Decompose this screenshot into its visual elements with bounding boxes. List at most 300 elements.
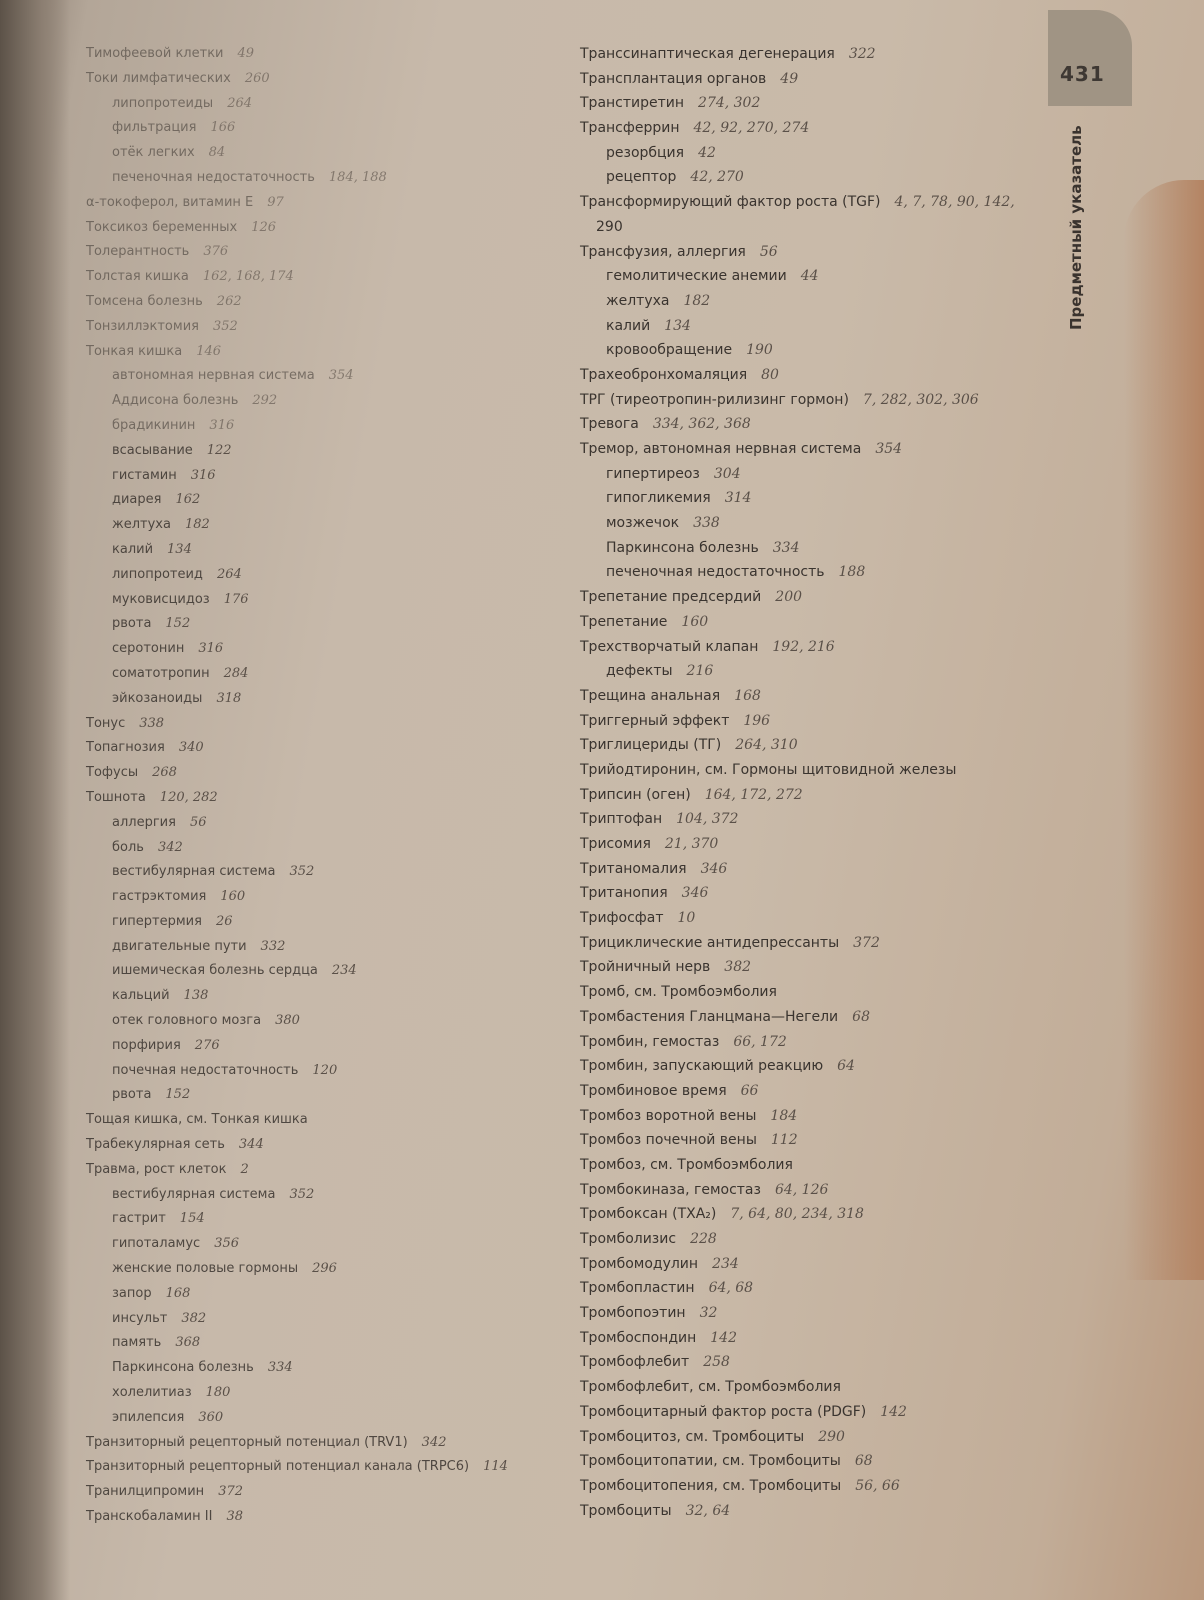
index-term: Тромбопластин [580,1280,695,1297]
index-page-refs: 382 [724,959,752,976]
index-term: кровообращение [606,342,733,359]
index-entry [86,1257,556,1282]
index-page-refs: 49 [780,70,799,87]
index-page-refs: 162 [175,492,201,508]
index-page-refs: 64 [837,1058,855,1075]
index-entry [580,881,1050,906]
index-entry [580,1400,1050,1425]
index-term: калий [606,317,651,334]
index-entry [580,314,1050,339]
index-entry [86,340,556,365]
index-page-refs: 340 [178,740,204,756]
index-term: Паркинсона болезнь [606,539,759,556]
index-page-refs: 42 [698,144,716,161]
index-term: Транзиторный рецепторный потенциал канала (TRPC6) [86,1459,470,1475]
index-term: Тромбоксан (TXA₂) [580,1206,717,1223]
index-term: Трепетание предсердий [580,589,762,606]
index-term: Трифосфат [580,910,664,927]
index-entry [580,857,1050,882]
index-term: гипогликемия [606,490,711,507]
index-term: ишемическая болезнь сердца [112,963,318,979]
index-entry [580,610,1050,635]
index-page-refs: 354 [875,441,903,457]
index-page-refs: 332 [260,938,286,954]
index-entry [86,1307,556,1332]
index-entry [580,709,1050,734]
index-term: Трипсин (оген) [580,786,691,803]
index-term: Трансплантация органов [580,70,767,87]
index-term: память [112,1335,162,1351]
index-entry [86,464,556,489]
index-entry [86,811,556,836]
index-page-refs: 126 [251,219,277,235]
index-page-refs: 260 [244,70,270,86]
index-entry [580,67,1050,92]
index-term: Токсикоз беременных [86,219,238,235]
index-page-refs: 152 [165,616,191,632]
index-term: Тромбофлебит [580,1354,690,1371]
index-page-refs: 2 [240,1161,249,1177]
index-entry [86,885,556,910]
index-page-refs: 346 [700,860,728,877]
index-page-refs: 380 [275,1013,300,1029]
index-page-refs: 180 [205,1385,231,1401]
index-entry [580,1005,1050,1030]
index-page-refs: 168 [734,687,761,704]
index-term: Тромб, см. Тромбоэмболия [580,984,777,1001]
section-side-label: Предметный указатель [1067,125,1085,330]
index-entry [86,836,556,861]
index-entry [580,536,1050,561]
index-page-refs: 162, 168, 174 [202,269,294,285]
index-term: Тромболизис [580,1231,677,1247]
index-page-refs: 334 [267,1360,293,1376]
index-term: дефекты [606,663,673,680]
index-term: гипертиреоз [606,465,700,482]
index-entry [86,1034,556,1059]
index-term: печеночная недостаточность [606,564,825,581]
index-page-refs: 7, 282, 302, 306 [862,391,979,408]
index-term: Токи лимфатических [86,70,231,86]
index-term: Тошнота [86,789,146,805]
index-page-refs: 97 [267,194,284,210]
index-page-refs: 26 [215,913,233,929]
index-entry [86,712,556,737]
index-term: Трисомия [580,836,651,852]
index-page-refs: 290 [818,1428,845,1445]
index-entry [86,935,556,960]
index-term: гистамин [112,467,177,483]
index-page-refs: 352 [212,318,238,334]
index-page-refs: 49 [237,46,255,61]
index-entry [86,513,556,538]
index-entry [580,807,1050,832]
index-term: калий [112,541,154,557]
index-entry [580,412,1050,437]
index-term: рвота [112,1087,152,1103]
index-entry [580,1350,1050,1375]
index-term: Трахеобронхомаляция [580,366,748,383]
index-entry [580,1104,1050,1129]
index-page-refs: 342 [157,839,183,855]
index-term: Трансферрин [580,120,680,137]
index-term: Тревога [580,416,639,433]
index-page-refs: 234 [712,1255,739,1272]
index-page-refs: 32 [699,1305,718,1322]
index-term: женские половые гормоны [112,1261,299,1277]
index-term: Тощая кишка, см. Тонкая кишка [86,1112,308,1128]
index-entry [86,315,556,340]
index-term: Тромбофлебит, см. Тромбоэмболия [580,1379,841,1396]
index-term: Тромбоцитоз, см. Тромбоциты [580,1428,805,1445]
index-term: всасывание [112,442,193,458]
index-page-refs: 4, 7, 78, 90, 142, [894,194,1015,211]
index-term: Трабекулярная сеть [86,1137,225,1153]
index-term: боль [112,839,144,855]
index-term: Тромбастения Гланцмана—Негели [580,1008,839,1025]
index-entry [580,1128,1050,1153]
index-page-refs: 352 [289,864,315,880]
index-term: Трехстворчатый клапан [580,638,759,655]
index-page-refs: 176 [223,591,249,607]
index-page-refs: 166 [210,120,236,136]
index-page-refs: 264 [216,566,242,582]
index-page-refs: 234 [331,963,357,979]
index-page-refs: 152 [165,1087,191,1103]
index-term: Тонзиллэктомия [86,318,199,334]
index-page-refs: 64, 126 [774,1181,829,1198]
index-page-refs: 338 [693,515,720,532]
index-entry [86,1108,556,1133]
index-entry [580,437,1050,462]
index-entry [580,511,1050,536]
index-entry [86,439,556,464]
index-term: липопротеиды [112,95,214,111]
index-page-refs: 228 [690,1231,717,1247]
index-page-refs: 258 [703,1354,730,1371]
index-term: отёк легких [112,145,195,161]
index-entry [86,1505,556,1530]
index-page-refs: 120 [312,1062,338,1078]
index-entry [580,733,1050,758]
index-entry [580,585,1050,610]
index-entry [86,786,556,811]
index-term: Тимофеевой клетки [86,46,224,61]
index-entry [86,290,556,315]
index-term: гастрэктомия [112,889,207,905]
index-page-refs: 382 [181,1310,207,1326]
page-number: 431 [1060,62,1105,86]
index-entry [86,1455,556,1480]
index-term: Тромбоз, см. Тромбоэмболия [580,1156,793,1173]
index-page-refs: 112 [770,1132,798,1149]
index-term: Транилципромин [86,1484,205,1500]
index-term: Триглицериды (ТГ) [580,737,722,754]
index-entry [580,215,1050,240]
index-entry [86,364,556,389]
index-term: диарея [112,492,162,508]
index-entry [580,758,1050,783]
index-page-refs: 318 [216,690,242,706]
index-page-refs: 146 [196,343,222,359]
index-page-refs: 154 [179,1211,205,1227]
index-page-refs: 182 [184,517,210,533]
index-term: вестибулярная система [112,1186,276,1202]
index-term: Тромбоциты [580,1502,672,1519]
index-entry [86,1059,556,1084]
index-entry [580,659,1050,684]
index-term: порфирия [112,1037,181,1053]
index-term: Тромбоцитопения, см. Тромбоциты [580,1477,842,1494]
index-page-refs: 160 [220,889,246,905]
index-term: Транссинаптическая дегенерация [580,46,835,62]
index-term: гипоталамус [112,1236,201,1252]
index-page-refs: 84 [208,145,226,161]
index-entry [580,91,1050,116]
index-page-refs: 344 [238,1137,264,1153]
index-entry [86,67,556,92]
index-term: Триптофан [580,811,663,828]
index-entry [86,637,556,662]
index-term: гемолитические анемии [606,268,787,285]
index-page-refs: 196 [743,712,771,729]
index-page-refs: 264 [227,95,253,111]
index-term: рецептор [606,169,677,186]
index-entry [86,588,556,613]
index-page-refs: 42, 270 [690,169,744,186]
index-term: рвота [112,616,152,632]
index-entry [86,216,556,241]
index-page-refs: 142 [710,1329,737,1346]
index-term: брадикинин [112,417,196,433]
index-entry [580,1474,1050,1499]
index-term: Паркинсона болезнь [112,1360,254,1376]
index-page-refs: 372 [218,1484,244,1500]
index-entry [580,1030,1050,1055]
index-term: Транзиторный рецепторный потенциал (TRV1) [86,1434,408,1450]
index-page-refs: 104, 372 [676,811,739,828]
index-entry [580,560,1050,585]
index-page-refs: 32, 64 [685,1502,731,1519]
index-entry [580,1425,1050,1450]
index-entry [580,165,1050,190]
index-term: Томсена болезнь [86,293,203,309]
index-term: желтуха [112,517,171,533]
index-entry [86,166,556,191]
index-page-refs: 114 [483,1459,508,1475]
index-entry [86,42,556,67]
index-page-refs: 316 [198,641,224,657]
index-term: почечная недостаточность [112,1062,299,1078]
index-page-refs: 42, 92, 270, 274 [693,120,810,137]
index-entry [86,488,556,513]
index-entry [86,1133,556,1158]
index-page-refs: 354 [328,368,354,384]
index-entry [580,783,1050,808]
index-entry [580,1079,1050,1104]
page-number-tab [1048,10,1132,106]
index-term: Тромбоцитарный фактор роста (PDGF) [580,1403,867,1420]
index-page-refs: 7, 64, 80, 234, 318 [730,1206,864,1223]
index-page-refs: 316 [190,467,216,483]
index-term: инсульт [112,1310,168,1326]
index-page-refs: 334, 362, 368 [652,416,751,433]
index-entry [86,1381,556,1406]
index-term: Трициклические антидепрессанты [580,934,840,951]
index-entry [86,1158,556,1183]
index-page-refs: 80 [761,366,779,383]
index-page-refs: 64, 68 [708,1280,754,1297]
index-term: Транскобаламин II [86,1509,213,1525]
index-entry [86,1183,556,1208]
index-term: мозжечок [606,515,680,532]
index-page-refs: 264, 310 [735,737,798,754]
index-page-refs: 192, 216 [772,638,835,655]
index-entry [86,984,556,1009]
index-term: серотонин [112,641,185,657]
index-entry [580,684,1050,709]
index-term: Толерантность [86,244,190,260]
index-page-refs: 346 [681,885,709,902]
index-entry [86,959,556,984]
index-entry [86,1356,556,1381]
index-entry [86,1232,556,1257]
index-term: запор [112,1285,152,1301]
index-entry [86,1331,556,1356]
index-entry [580,1326,1050,1351]
index-term: соматотропин [112,665,210,681]
index-term: Транстиретин [580,95,685,112]
index-page-refs: 296 [312,1261,337,1277]
index-page-refs: 352 [289,1186,315,1202]
index-entry [86,563,556,588]
index-entry [580,1499,1050,1524]
index-page-refs: 368 [175,1335,201,1351]
index-entry [580,980,1050,1005]
index-page-refs: 134 [664,317,691,334]
index-term: Тромбиновое время [580,1082,727,1099]
index-entry [580,1375,1050,1400]
index-entry [580,363,1050,388]
index-term: холелитиаз [112,1385,192,1401]
index-term: желтуха [606,292,670,309]
index-page-refs: 21, 370 [664,836,719,852]
index-entry [86,240,556,265]
index-page-refs: 56 [759,243,778,260]
index-entry [580,1153,1050,1178]
index-term: Тританопия [580,885,668,902]
index-page-refs: 268 [152,765,177,781]
index-entry [580,264,1050,289]
index-term: Толстая кишка [86,269,189,285]
index-term: 290 [596,218,623,235]
index-page-refs: 164, 172, 272 [704,786,803,803]
index-page-refs: 56, 66 [855,1477,900,1494]
index-entry [580,486,1050,511]
index-term: двигательные пути [112,938,247,954]
index-page-refs: 334 [772,539,800,556]
index-entry [86,116,556,141]
index-entry [86,761,556,786]
index-page-refs: 184, 188 [328,169,387,185]
index-term: Триггерный эффект [580,712,730,729]
index-entry [86,1282,556,1307]
index-page-refs: 216 [686,663,714,680]
index-page-refs: 316 [209,417,235,433]
index-entry [86,1009,556,1034]
index-entry [86,612,556,637]
index-entry [580,1178,1050,1203]
index-page-refs: 142 [880,1403,907,1420]
index-term: аллергия [112,814,176,830]
index-entry [580,116,1050,141]
index-term: Аддисона болезнь [112,393,239,409]
index-term: фильтрация [112,120,197,136]
index-page-refs: 322 [848,46,876,62]
index-term: Топагнозия [86,740,165,756]
index-entry [86,92,556,117]
index-page-refs: 134 [167,541,192,557]
index-term: Трепетание [580,613,668,630]
index-page-refs: 10 [677,910,696,927]
index-page-refs: 356 [214,1236,240,1252]
index-entry [580,832,1050,857]
index-term: Тромбоз воротной вены [580,1107,757,1124]
index-entry [86,1083,556,1108]
index-term: ТРГ (тиреотропин-рилизинг гормон) [580,391,849,408]
index-page-refs: 190 [746,342,773,359]
index-page-refs: 68 [854,1453,873,1470]
index-page-refs: 360 [198,1409,224,1425]
index-term: Тонкая кишка [86,343,183,359]
index-entry [580,1202,1050,1227]
index-term: печеночная недостаточность [112,169,315,185]
index-term: Тромбоспондин [580,1329,697,1346]
index-entry [580,1227,1050,1252]
index-entry [86,265,556,290]
index-term: Тромбин, запускающий реакцию [580,1058,824,1075]
index-page-refs: 138 [183,988,209,1004]
index-page-refs: 284 [223,665,249,681]
index-term: Тромбин, гемостаз [580,1033,720,1050]
index-entry [580,955,1050,980]
page-edge-shadow [1124,180,1204,1280]
index-term: липопротеид [112,566,203,582]
index-term: Тонус [86,715,126,731]
index-page-refs: 38 [226,1509,243,1525]
book-spine-shadow [0,0,70,1600]
index-entry [86,141,556,166]
index-page-refs: 372 [853,934,880,951]
index-page-refs: 292 [252,393,278,409]
index-term: гипертермия [112,913,202,929]
index-page-refs: 342 [421,1434,447,1450]
index-entry [86,1431,556,1456]
index-entry [86,538,556,563]
index-page-refs: 120, 282 [159,789,218,805]
index-entry [580,1252,1050,1277]
index-term: Тремор, автономная нервная система [580,441,862,457]
index-page-refs: 184 [770,1107,798,1124]
index-entry [86,687,556,712]
index-term: α-токоферол, витамин Е [86,194,254,210]
index-entry [580,141,1050,166]
index-entry [580,42,1050,67]
index-page-refs: 160 [681,613,709,630]
index-entry [86,1406,556,1431]
index-page-refs: 314 [724,490,752,507]
index-term: эйкозаноиды [112,690,203,706]
